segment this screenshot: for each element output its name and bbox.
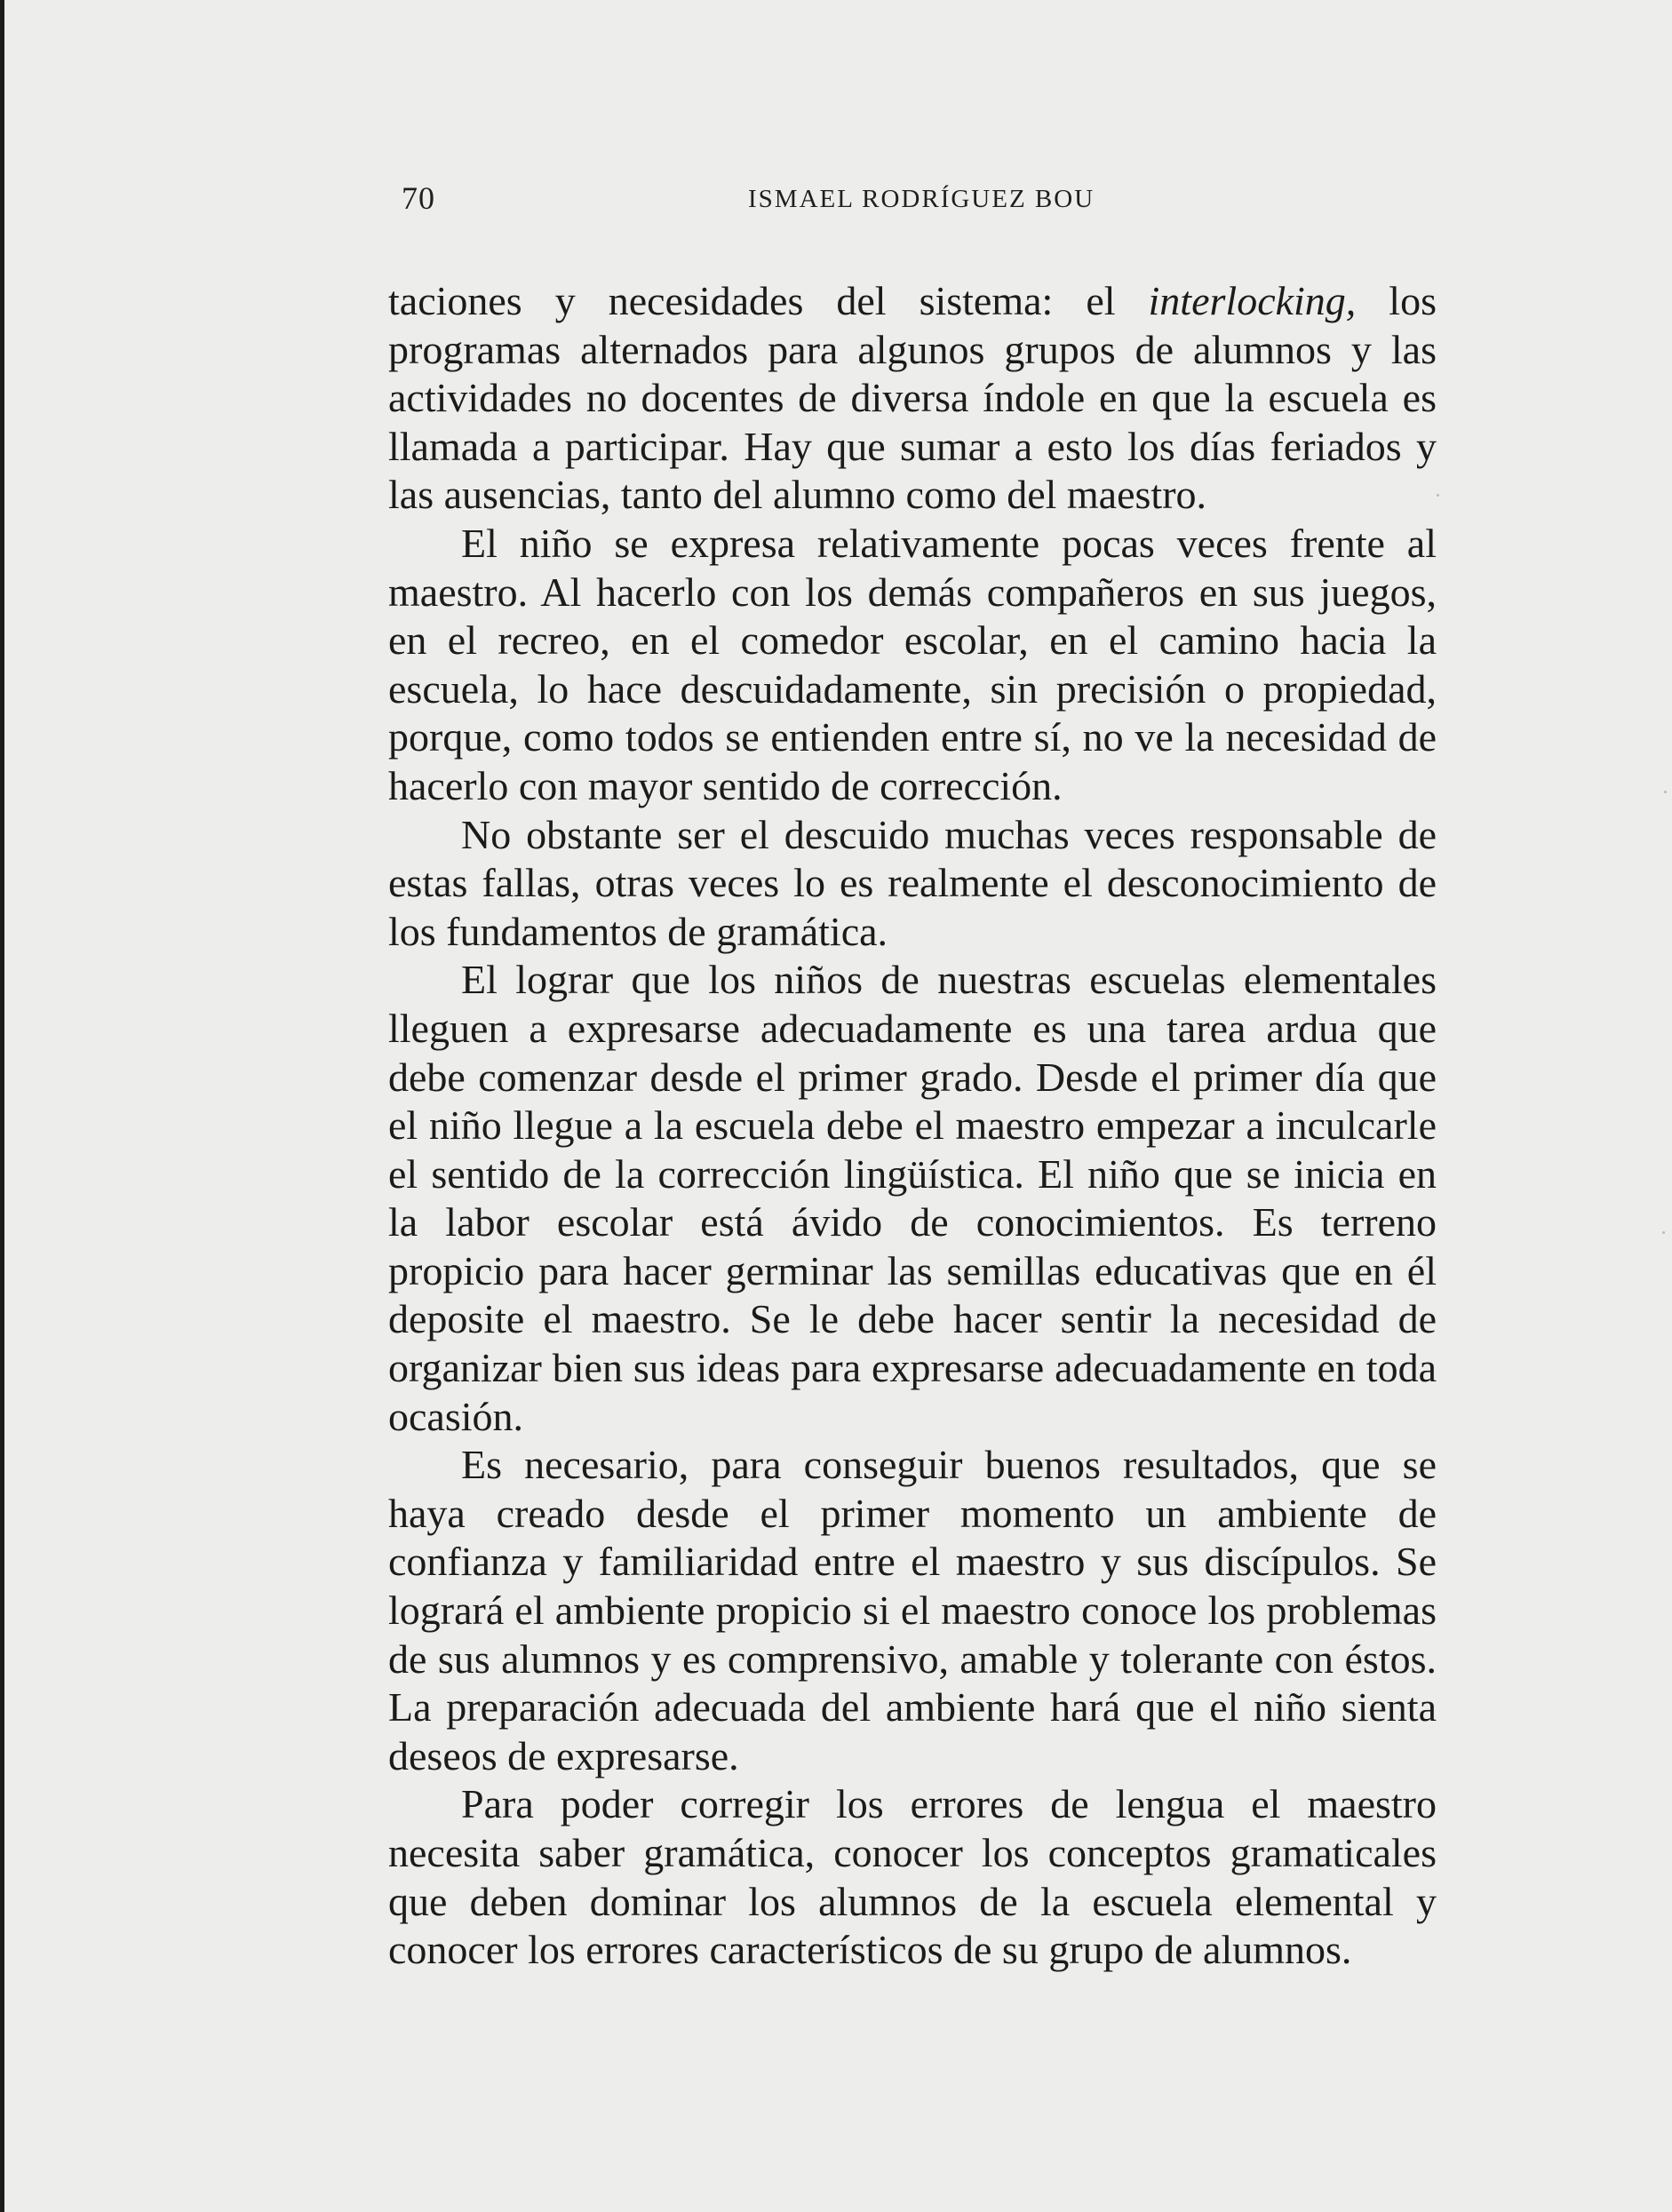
paragraph-1 [388,277,1437,520]
page-number: 70 [402,180,435,216]
paper-speck [1437,494,1439,497]
paper-speck [1662,1231,1665,1234]
paragraph-3: No obstante ser el descuido muchas veces responsable de estas fallas, otras veces lo es realmente el desconocimiento de los fundamentos de gramática. [388,811,1437,954]
paper-speck [1664,791,1667,793]
paragraph-4: El lograr que los niños de nuestras escuelas elementales lleguen a expresarse adecuadamente es una tarea ardua que debe comenzar desde el primer grado. Desde el primer día que el niño llegue a la escuela debe el maestro empezar a inculcarle el sentido de la corrección lingüística. El niño que se inicia en la labor escolar está ávido de conocimientos. Es terreno propicio para hacer germinar las semillas educativas que en él deposite el maestro. Se le debe hacer sentir la necesidad de organizar bien sus ideas para expresarse adecuadamente en toda ocasión. [388,957,1437,1439]
running-head-title: ISMAEL RODRÍGUEZ BOU [748,185,1095,213]
paragraph-5: Es necesario, para conseguir buenos resultados, que se haya creado desde el primer momento un ambiente de confianza y familiaridad entre el maestro y sus discípulos. Se logrará el ambiente propicio si el maestro conoce los problemas de sus alumnos y es comprensivo, amable y tolerante con éstos. La preparación adecuada del ambiente hará que el niño sienta deseos de expresarse. [388,1442,1437,1778]
italic-term: interlocking, [1148,278,1357,323]
paragraph-2: El niño se expresa relativamente pocas veces frente al maestro. Al hacerlo con los demás compañeros en sus juegos, en el recreo, en el comedor escolar, en el camino hacia la escuela, lo hace descuidadamente, sin precisión o propiedad, porque, como todos se entienden entre sí, no ve la necesidad de hacerlo con mayor sentido de corrección. [388,520,1437,808]
paragraph-1-end: los programas alternados para algunos grupos de alumnos y las actividades no docentes de diversa índole en que la escuela es llamada a participar. Hay que sumar a esto los días feriados y las ausencias, tanto del alumno como del maestro. [388,278,1437,518]
running-head [402,179,1441,233]
paragraph-6: Para poder corregir los errores de lengua el maestro necesita saber gramática, conocer los conceptos gramaticales que deben dominar los alumnos de la escuela elemental y conocer los errores característicos de su grupo de alumnos. [388,1781,1437,1973]
body-text [388,277,1437,1975]
paragraph-1-start: taciones y necesidades del sistema: el [388,278,1149,323]
